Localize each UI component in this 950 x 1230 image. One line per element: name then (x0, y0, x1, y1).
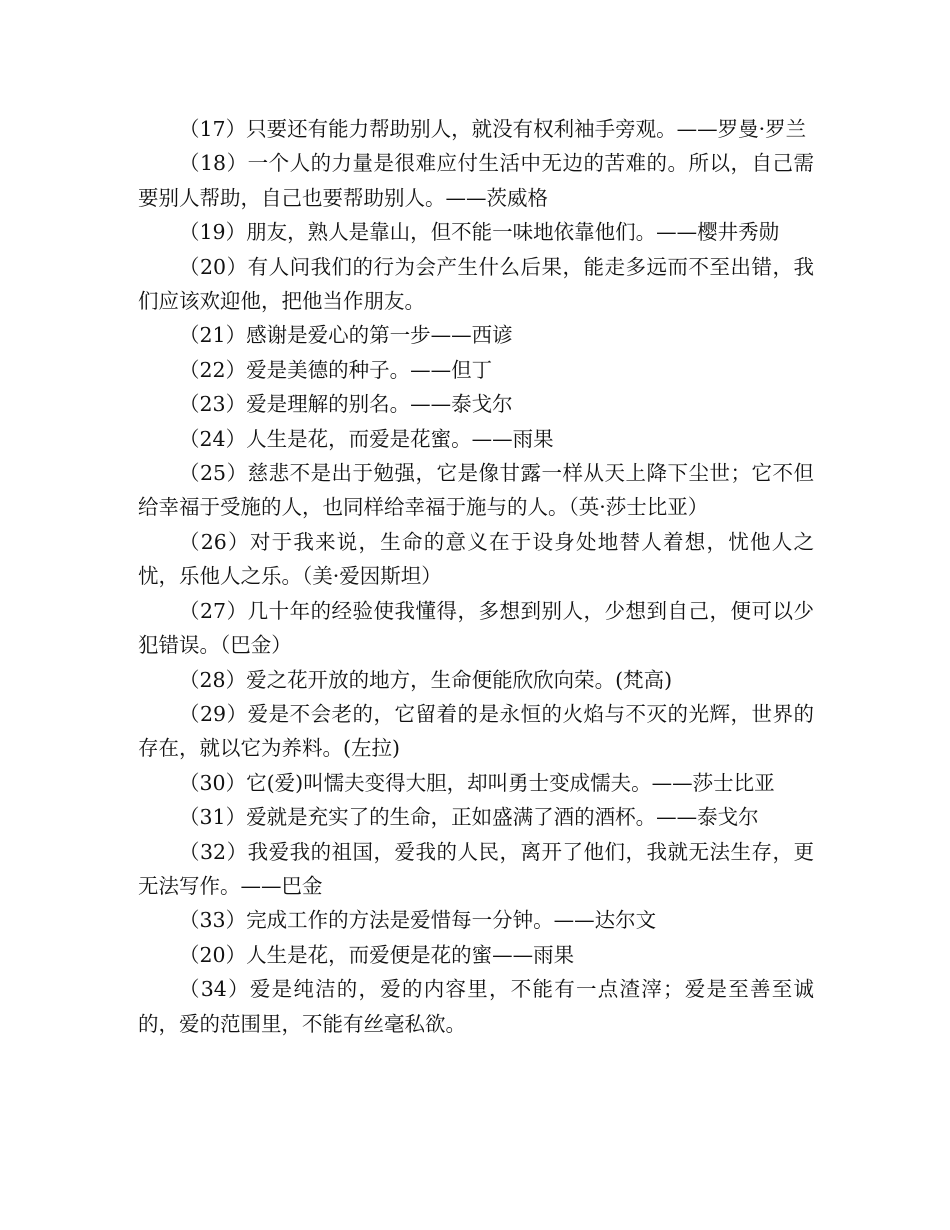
quote-31: （31）爱就是充实了的生命，正如盛满了酒的酒杯。——泰戈尔 (179, 805, 759, 830)
quote-33: （33）完成工作的方法是爱惜每一分钟。——达尔文 (179, 908, 657, 933)
quote-17: （17）只要还有能力帮助别人，就没有权利袖手旁观。——罗曼·罗兰 (179, 117, 807, 141)
quote-24: （24）人生是花，而爱是花蜜。——雨果 (179, 426, 554, 451)
quote-19: （19）朋友，熟人是靠山，但不能一味地依靠他们。——樱井秀勋 (179, 220, 780, 245)
document-page (138, 112, 814, 1041)
quote-22: （22）爱是美德的种子。——但丁 (179, 357, 493, 382)
quote-28: （28）爱之花开放的地方，生命便能欣欣向荣。(梵高) (179, 667, 673, 692)
quote-18: （18）一个人的力量是很难应付生活中无边的苦难的。所以，自己需要别人帮助，自己也要帮助别人。——茨威格 (138, 151, 814, 210)
quote-30: （30）它(爱)叫懦夫变得大胆，却叫勇士变成懦夫。——莎士比亚 (179, 770, 775, 795)
quote-34: （34）爱是纯洁的，爱的内容里，不能有一点渣滓；爱是至善至诚的，爱的范围里，不能有丝毫私欲。 (138, 977, 814, 1036)
quote-29: （29）爱是不会老的，它留着的是永恒的火焰与不灭的光辉，世界的存在，就以它为养料。(左拉) (138, 701, 814, 761)
quote-32: （32）我爱我的祖国，爱我的人民，离开了他们，我就无法生存，更无法写作。——巴金 (138, 839, 814, 898)
quote-25: （25）慈悲不是出于勉强，它是像甘露一样从天上降下尘世；它不但给幸福于受施的人，也同样给幸福于施与的人。（英·莎士比亚） (138, 461, 814, 520)
quote-23: （23）爱是理解的别名。——泰戈尔 (179, 392, 513, 417)
quote-20: （20）有人问我们的行为会产生什么后果，能走多远而不至出错，我们应该欢迎他，把他当作朋友。 (138, 254, 814, 314)
quote-27: （27）几十年的经验使我懂得，多想到别人，少想到自己，便可以少犯错误。（巴金） (138, 598, 814, 658)
quote-26: （26）对于我来说，生命的意义在于设身处地替人着想，忧他人之忧，乐他人之乐。（美·爱因斯坦） (138, 529, 814, 589)
quote-20-repeat: （20）人生是花，而爱便是花的蜜——雨果 (179, 942, 575, 967)
quote-21: （21）感谢是爱心的第一步——西谚 (179, 323, 513, 348)
